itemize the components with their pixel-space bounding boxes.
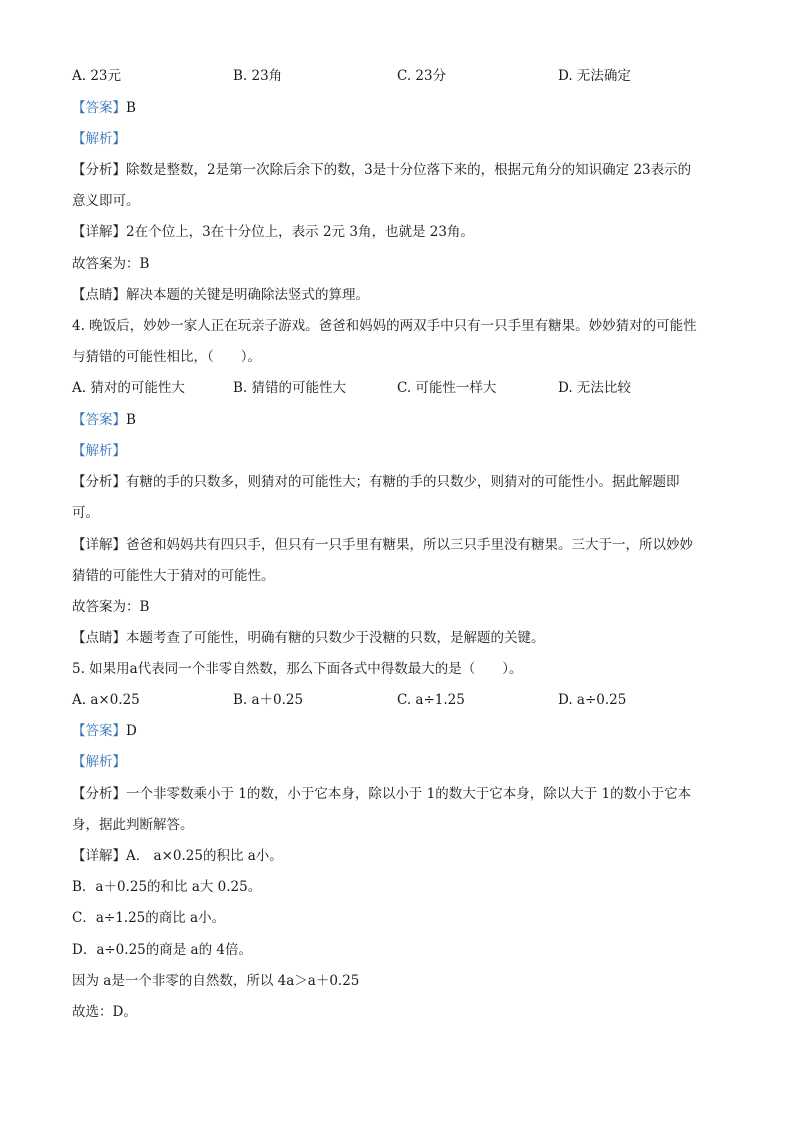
q4-option-c: C. 可能性一样大 <box>397 380 497 396</box>
q5-fenxi <box>72 784 691 804</box>
analysis-tag: 【解析】 <box>72 754 126 770</box>
fenxi-text: 一个非零数乘小于 1的数，小于它本身，除以小于 1的数大于它本身，除以大于 1的数小于它本 <box>126 786 692 802</box>
xiangjie-text: 2在个位上，3在十分位上，表示 2元 3角，也就是 23角。 <box>126 224 474 240</box>
dianjing-text: 解决本题的关键是明确除法竖式的算理。 <box>126 287 369 303</box>
q5-option-a: A. a×0.25 <box>72 692 140 708</box>
dianjing-text: 本题考查了可能性，明确有糖的只数少于没糖的只数，是解题的关键。 <box>126 630 545 646</box>
q5-line-b: B．a＋0.25的和比 a大 0.25。 <box>72 879 262 895</box>
q4-xiangjie <box>72 535 693 555</box>
xiangjie-text: 爸爸和妈妈共有四只手，但只有一只手里有糖果，所以三只手里没有糖果。三大于一，所以妙妙 <box>126 537 693 553</box>
q5-stem: 5. 如果用a代表同一个非零自然数，那么下面各式中得数最大的是（ ）。 <box>72 661 523 677</box>
q3-option-a: A. 23元 <box>72 68 122 84</box>
q5-conclusion: 故选：D。 <box>72 1004 137 1020</box>
xiangjie-tag: 【详解】 <box>72 537 126 553</box>
xiangjie-tag: 【详解】 <box>72 224 126 240</box>
xiangjie-tag: 【详解】 <box>72 848 126 864</box>
q4-answer <box>72 410 136 430</box>
q5-option-b: B. a＋0.25 <box>233 692 304 708</box>
q5-xiangjie <box>72 846 283 866</box>
q3-option-d: D. 无法确定 <box>558 68 631 84</box>
fenxi-tag: 【分析】 <box>72 786 126 802</box>
q4-fenxi <box>72 472 680 492</box>
q5-option-c: C. a÷1.25 <box>397 692 465 708</box>
fenxi-tag: 【分析】 <box>72 474 126 490</box>
q4-dianjing <box>72 628 545 648</box>
dianjing-tag: 【点睛】 <box>72 630 126 646</box>
q3-analysis-heading <box>72 129 126 149</box>
xiangjie-text: A． a×0.25的积比 a小。 <box>126 848 283 864</box>
q5-fenxi-cont: 身，据此判断解答。 <box>72 817 194 833</box>
q5-options <box>72 690 732 710</box>
q3-option-c: C. 23分 <box>397 68 447 84</box>
analysis-tag: 【解析】 <box>72 131 126 147</box>
q3-options <box>72 66 732 86</box>
q4-conclusion: 故答案为：B <box>72 599 150 615</box>
q4-fenxi-cont: 可。 <box>72 505 99 521</box>
q4-option-b: B. 猜错的可能性大 <box>233 380 347 396</box>
q5-line-d: D．a÷0.25的商是 a的 4倍。 <box>72 942 252 958</box>
q5-because: 因为 a是一个非零的自然数，所以 4a＞a＋0.25 <box>72 973 360 989</box>
q4-stem: 4. 晚饭后，妙妙一家人正在玩亲子游戏。爸爸和妈妈的两双手中只有一只手里有糖果。妙妙猜对的可能性 <box>72 318 697 334</box>
answer-tag: 【答案】 <box>72 723 126 739</box>
q3-fenxi <box>72 160 691 180</box>
q3-conclusion: 故答案为：B <box>72 256 150 272</box>
q5-option-d: D. a÷0.25 <box>558 692 627 708</box>
q3-xiangjie <box>72 222 474 242</box>
q3-answer <box>72 98 136 118</box>
answer-tag: 【答案】 <box>72 412 126 428</box>
q3-dianjing <box>72 285 369 305</box>
q3-option-b: B. 23角 <box>233 68 283 84</box>
fenxi-text: 有糖的手的只数多，则猜对的可能性大；有糖的手的只数少，则猜对的可能性小。据此解题即 <box>126 474 680 490</box>
analysis-tag: 【解析】 <box>72 443 126 459</box>
answer-value: D <box>126 723 137 739</box>
q5-line-c: C．a÷1.25的商比 a小。 <box>72 910 226 926</box>
q4-xiangjie-cont: 猜错的可能性大于猜对的可能性。 <box>72 568 275 584</box>
answer-value: B <box>126 412 136 428</box>
q5-answer <box>72 721 137 741</box>
q4-analysis-heading <box>72 441 126 461</box>
q5-analysis-heading <box>72 752 126 772</box>
q4-options <box>72 378 732 398</box>
q3-fenxi-cont: 意义即可。 <box>72 193 140 209</box>
dianjing-tag: 【点睛】 <box>72 287 126 303</box>
answer-value: B <box>126 100 136 116</box>
q4-option-a: A. 猜对的可能性大 <box>72 380 185 396</box>
q4-stem-cont: 与猜错的可能性相比，（ ）。 <box>72 349 261 365</box>
q4-option-d: D. 无法比较 <box>558 380 631 396</box>
fenxi-text: 除数是整数，2是第一次除后余下的数，3是十分位落下来的，根据元角分的知识确定 23表示的 <box>126 162 692 178</box>
answer-tag: 【答案】 <box>72 100 126 116</box>
fenxi-tag: 【分析】 <box>72 162 126 178</box>
